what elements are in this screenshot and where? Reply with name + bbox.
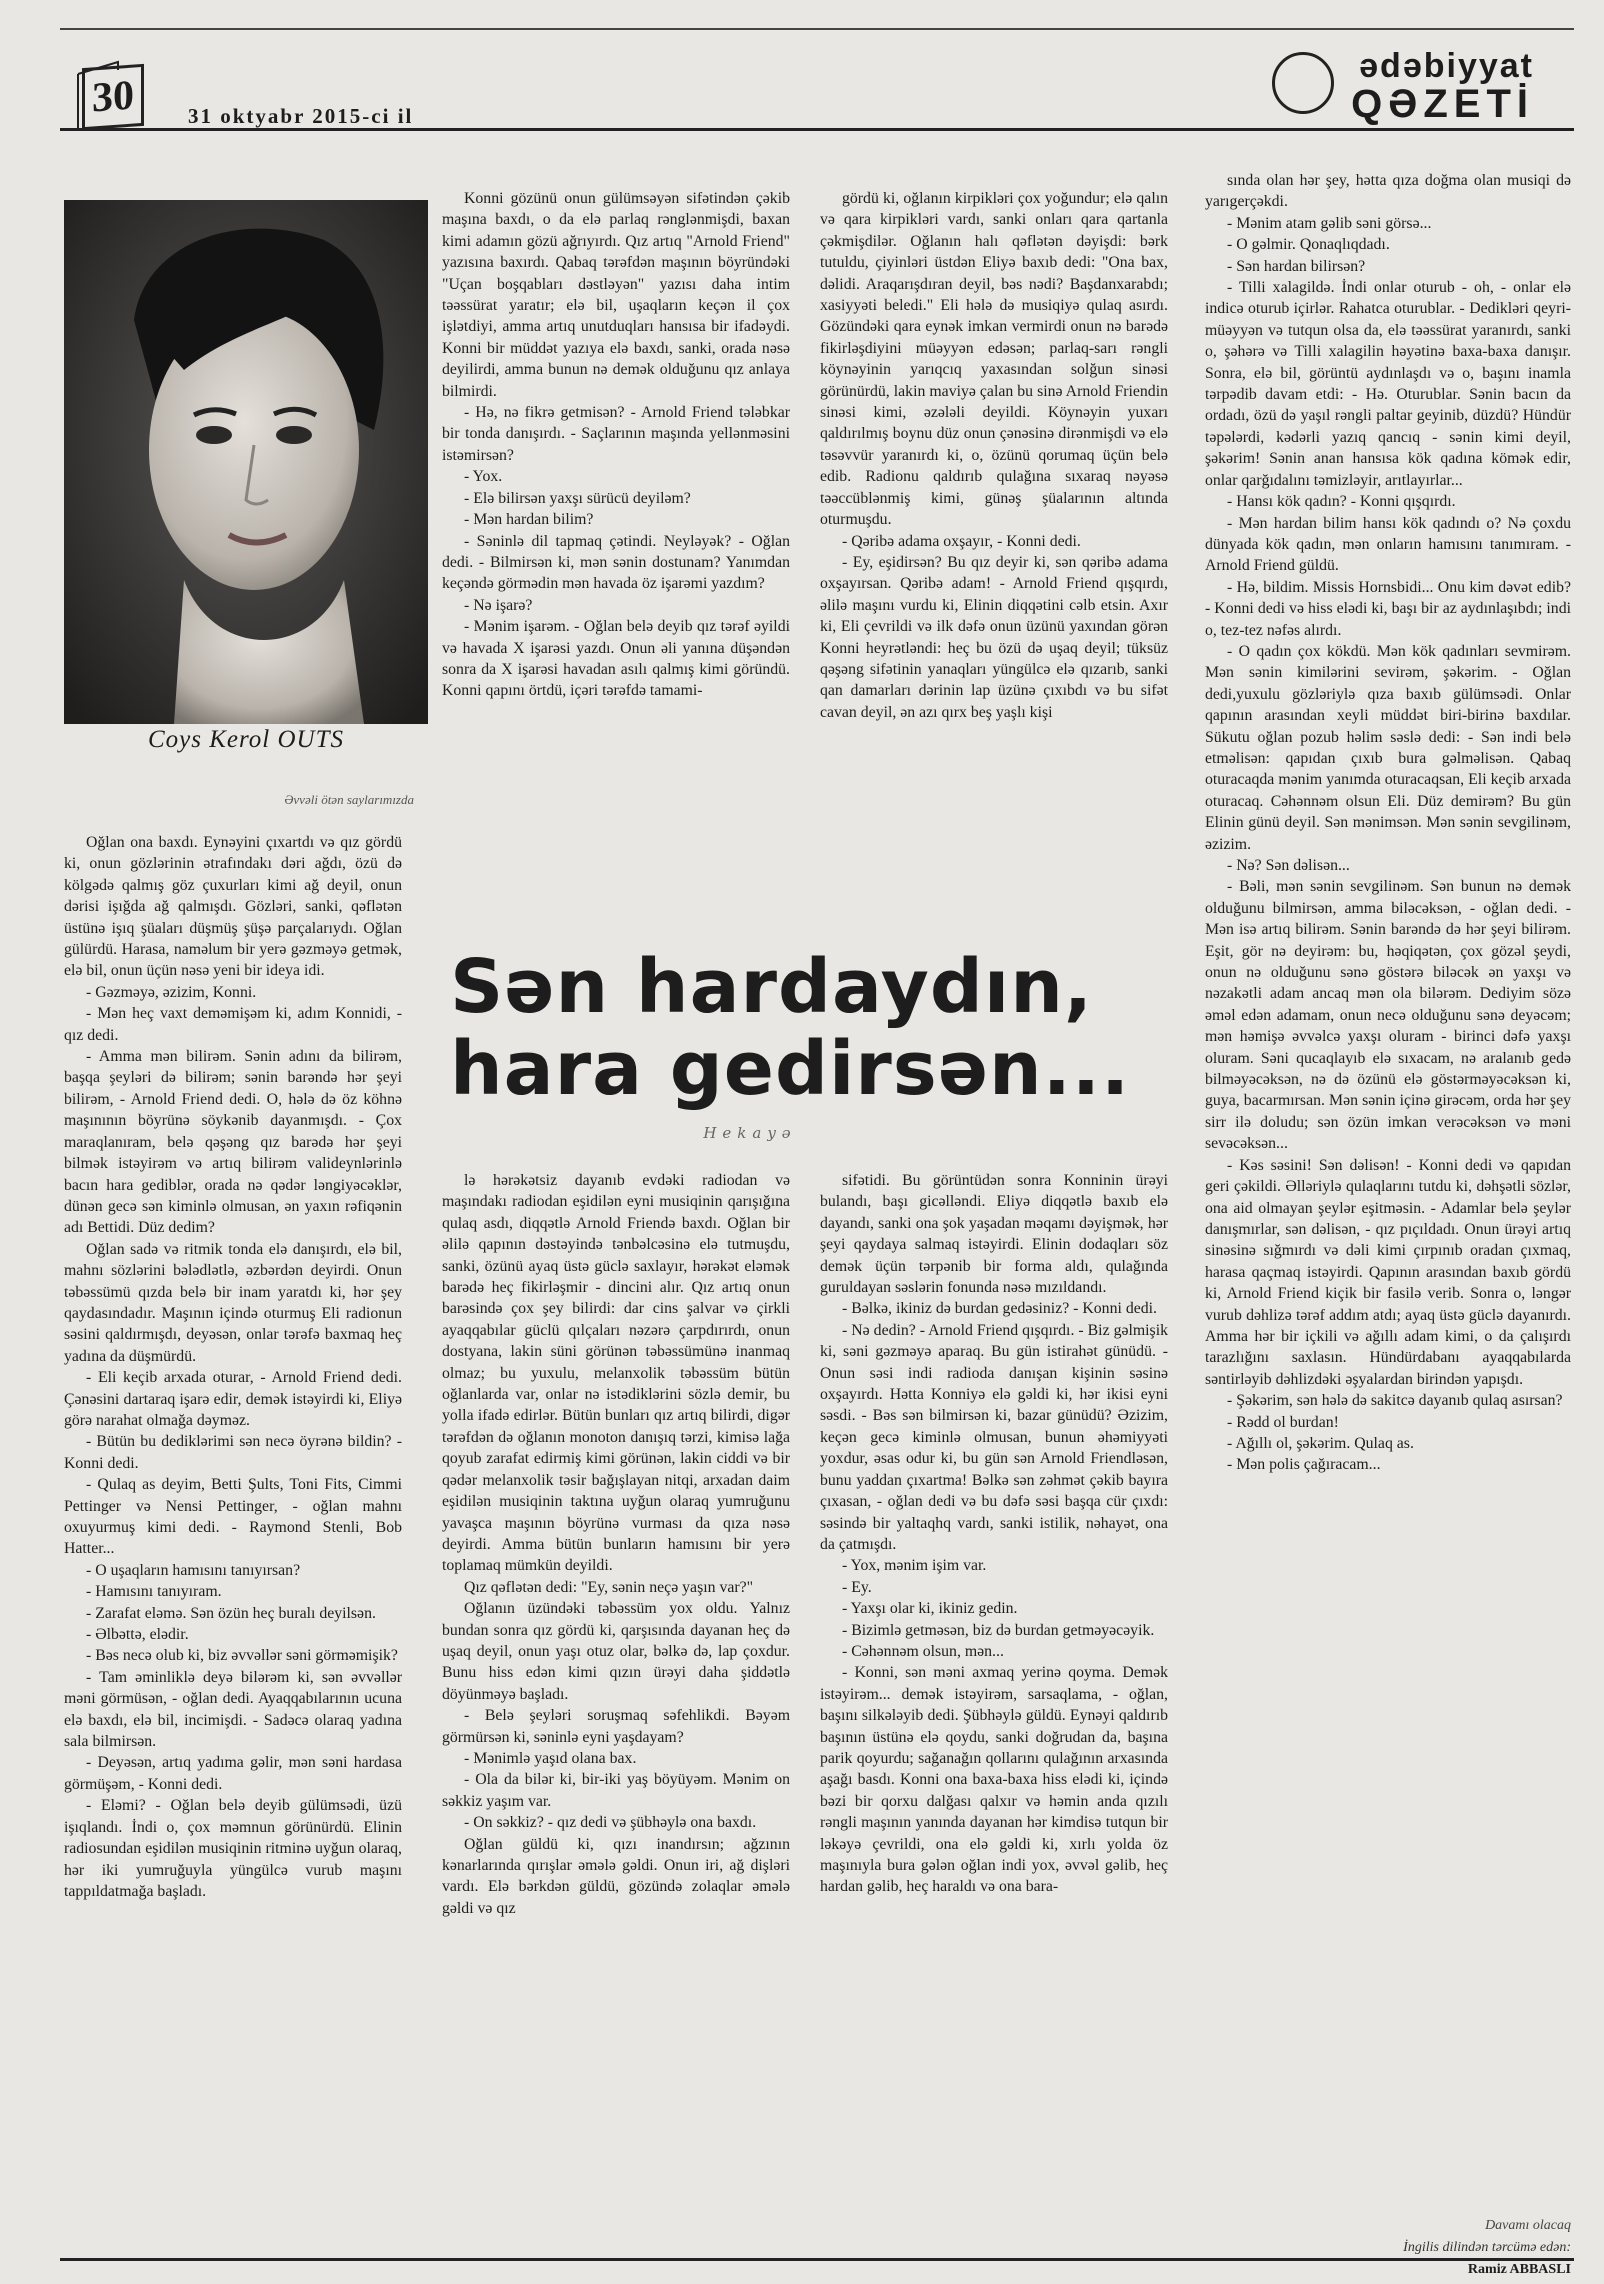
book-icon [60,60,160,132]
text-column-3-top [820,188,1168,932]
paragraph: - Bəli, mən sənin sevgilinəm. Sən bunun nə demək olduğunu bilmirsən, amma biləcəksən, - oğlan dedi. - Mən isə artıq bilirəm. Sənin barəndə də hər şeyi bilirəm. Eşit, gör nə deyirəm: bu, həqiqətən, çox gözəl şeydi, onun nə olduğunu sənə göstərə biləcək ən yaxşı və nəzakətli adam ancaq mən ola bilərəm. Dediyim sözə əməl edən adamam, onun necə olduğunu sənə deyəcəm; mən həmişə əvvəlcə yaxşı oluram - birinci dəfə yaxşı oluram. Səni qucaqlayıb elə sıxacam, nə aralanıb gedə bilməyəcəksən, nə də özünü elə göstərməyəcəksən ki, guya, bacarmırsan. Mən sənin içinə girəcəm, orda hər şey sirr ilə doludu; sən özün imkan verəcəksən və məni sevəcəksən... [1205,878,1571,1153]
paragraph: - Mənimlə yaşıd olana bax. [464,1749,637,1767]
text-column-1 [64,832,402,2232]
paragraph: - Yox, mənim işim var. [842,1557,987,1575]
paragraph: - Yaxşı olar ki, ikiniz gedin. [842,1600,1018,1618]
paragraph: - Qəribə adama oxşayır, - Konni dedi. [842,532,1081,550]
paragraph: - Qulaq as deyim, Betti Şults, Toni Fits, Cimmi Pettinger və Nensi Pettinger, - oğlan mahnı oxuyurmuş kimi dedi. - Raymond Stenli, Bob Hatter... [64,1476,402,1558]
logo-bottom: QƏZETİ [1351,82,1534,126]
paragraph: Oğlan sadə və ritmik tonda elə danışırdı, elə bil, mahnı sözlərini bələdlətlə, əzbərdən deyirdi. Onun təbəssümü qızda belə bir inam yaratdı ki, hər şey qaydasındadır. Maşının içində oturmuş Eli radionun səsini qaldırmışdı, deyəsən, onlar tərəfə baxmaq heç yadına da düşmürdü. [64,1240,402,1365]
paragraph: - Bəlkə, ikiniz də burdan gedəsiniz? - Konni dedi. [842,1300,1157,1318]
paragraph: - Nə dedin? - Arnold Friend qışqırdı. - Biz gəlmişik ki, səni gəzməyə aparaq. Bu gün istirahət günüdü. - Onun səsi indi radioda danışan kişinin səsinə oxşayırdı. Hətta Konniyə elə gəldi ki, hər ikisi eyni səsdi. - Bəs sən bilmirsən ki, bazar günüdü? Əzizim, keçən gecə kiminlə olmusan, bunun əhəmiyyəti yoxdur, əsas odur ki, bu gün sən Arnold Friendləsən, bunu yaddan çıxartma! Bəlkə sən zəhmət çəkib bayıra çıxasan, - oğlan dedi və bu dəfə səsi başqa cür çıxdı: səsində bir yaltaqhq vardı, sanki istilik, nəhayət, ona da çatmışdı. [820,1321,1168,1553]
paragraph: - Səninlə dil tapmaq çətindi. Neyləyək? - Oğlan dedi. - Bilmirsən ki, mən sənin dostunam? Yanımdan keçəndə görmədin mən havada öz işarəmi yazdım? [442,532,790,593]
paragraph: - Hansı kök qadın? - Konni qışqırdı. [1227,493,1456,511]
paragraph: - Tam əminliklə deyə bilərəm ki, sən əvvəllər məni görmüsən, - oğlan dedi. Ayaqqabılarının ucuna elə baxdı, elə bil, incimişdi. - Sadəcə olaraq yadına sala bilmirsən. [64,1668,402,1751]
paragraph: - Ola da bilər ki, bir-iki yaş böyüyəm. Mənim on səkkiz yaşım var. [442,1771,790,1810]
paragraph: Oğlan güldü ki, qızı inandırsın; ağzının kənarlarında qırışlar əmələ gəldi. Onun iri, ağ dişləri vardı. Elə bərkdən güldü, gözündə zolaqlar əmələ gəldi və qız [442,1835,790,1917]
paragraph: gördü ki, oğlanın kirpikləri çox yoğundur; elə qalın və qara kirpikləri vardı, sanki onları qara qartanla çəkmişdilər. Oğlanın halı qəflətən dəyişdi: bərk tutuldu, çiyinləri üstdən Eliyə baxıb dedi: "Ona bax, dəlidi. Araqarışdıran deyil, bəs nədi? Başdanxarabdı; xasiyyəti beledi." Eli hələ də musiqiyə qulaq asırdı. Gözündəki qara eynək imkan vermirdi onun nə barədə fikirləşdiyini müəyyən edəsən; parlaq-sarı rəngli köynəyinin yarıqcıq yaxasından solğun sinəsi görünürdü, lakin maviyə çalan bu sinə Arnold Friendin sinəsi kimi, əzələli deyildi. Köynəyin yuxarı qaldırılmış boynu düz onun çənəsinə dirənmişdi və elə təsəvvür yaranırdı ki, o, özünü qorumaq üçün belə edib. Radionu qaldırıb qulağına sıxaraq nəyəsə təəccüblənmiş kimi, günəş şüalarının altında oturmuşdu. [820,190,1168,529]
paragraph: Oğlanın üzündəki təbəssüm yox oldu. Yalnız bundan sonra qız gördü ki, qarşısında dayanan heç də uşaq deyil, onun yaşı otuz olar, bəlkə də, lap çoxdur. Bunu hiss edən kimi qızın ürəyi daha şiddətlə döyünməyə başladı. [442,1600,790,1703]
header-rule [60,128,1574,131]
paragraph: - Zarafat eləmə. Sən özün heç buralı deyilsən. [86,1604,376,1622]
paragraph: - Bütün bu dediklərimi sən necə öyrənə bildin? - Konni dedi. [64,1433,402,1472]
paragraph: - Mən heç vaxt deməmişəm ki, adım Konnidi, - qız dedi. [64,1005,402,1044]
author-photo [64,200,428,724]
paragraph: - Şəkərim, sən hələ də sakitcə dayanıb qulaq asırsan? [1227,1392,1563,1410]
text-column-2-top [442,188,790,932]
paragraph: Oğlan ona baxdı. Eynəyini çıxartdı və qız gördü ki, onun gözlərinin ətrafındakı dəri ağdı, özü də kölgədə qalmış göz çuxurları kimi ağ deyil, onun dərisi işığda ağ qalmışdı. Gözləri, sanki, qəflətən üstünə işıq şüaları düşmüş şüşə parçalarıydı. Oğlan gülürdü. Harasa, naməlum bir yerə gəzməyə getmək, elə bil, onun üçün nəsə yeni bir ideya idi. [64,834,402,980]
paragraph: - Bəs necə olub ki, biz əvvəllər səni görməmişik? [86,1647,398,1665]
paragraph: - Tilli xalagildə. İndi onlar oturub - oh, - onlar elə indicə oturub içirlər. Rahatca oturublar. - Dedikləri qeyri-müəyyən və tutqun olsa da, elə təəssürat yaranırdı, sanki o, şəhərə və Tilli xalagilin həyətinə baxa-baxa danışır. Sonra, elə bil, görüntü aydınlaşdı və o, başını inamla tərpədib davam etdi: - Hə. Oturublar. Sənin bacın da ordadı, özü də yaşıl rəngli paltar geyinib, düzdü? Hündür təpələrdi, kədərli yazıq qancıq - sənin kimi deyil, şəkərim! Sənin anan hansısa kök qadına kömək edir, onlar qarğıdalını təmizləyir, arıtlayırlar... [1205,279,1571,489]
paragraph: - Mən hardan bilim? [464,511,594,529]
top-rule [60,28,1574,30]
paragraph: - On səkkiz? - qız dedi və şübhəylə ona baxdı. [464,1814,757,1832]
paragraph: - Elə bilirsən yaxşı sürücü deyiləm? [464,489,691,507]
portrait-image [64,200,428,724]
paragraph: - Mən hardan bilim hansı kök qadındı o? Nə çoxdu dünyada kök qadın, mən onların hamısını tanımıram. - Arnold Friend güldü. [1205,514,1571,575]
story-title-line-1: Sən hardaydın, [450,944,1094,1030]
paragraph: - Əlbəttə, elədir. [86,1626,189,1644]
genre-label: Hekayə [703,1124,797,1142]
text-column-3-bottom [820,1170,1168,2256]
paragraph: - Nə işarə? [464,596,533,614]
paragraph: sında olan hər şey, hətta qıza doğma olan musiqi də yarıgerçəkdi. [1205,172,1571,211]
paragraph: - Ağıllı ol, şəkərim. Qulaq as. [1227,1434,1414,1452]
translator-label: İngilis dilindən tərcümə edən: [1403,2240,1571,2255]
paragraph: - Hamısını tanıyıram. [86,1583,222,1601]
issue-date: 31 oktyabr 2015-ci il [188,104,414,128]
paragraph: - Mənim atam gəlib səni görsə... [1227,214,1432,232]
paragraph: - Amma mən bilirəm. Sənin adını da bilirəm, başqa şeyləri də bilirəm; sənin barəndə hər şeyi bilirəm, - Arnold Friend dedi. O, hələ də öz köhnə maşınının böyrünə söykənib dayanmışdı. - Çox maraqlanıram, belə qəşəng qız barədə hər şeyi bilmək istəyirəm və artıq bilirəm valideynlərinlə bacın hara gediblər, orada nə qədər ləngiyəcəklər, dünən gecə sən kiminlə olmusan, ən yaxın rəfiqənin adı Bettidi. Düz dedim? [64,1048,402,1237]
paragraph: - Gəzməyə, əzizim, Konni. [86,983,257,1001]
text-column-4 [1205,170,1571,2230]
paragraph: - Konni, sən məni axmaq yerinə qoyma. Demək istəyirəm... demək istəyirəm, sarsaqlama, - oğlan, başını silkələyib dedi. Şübhəylə güldü. Eynəyi qaldırıb başının üstünə elə qoydu, sanki doğrudan da, başına parik qoyurdu; sağanağın qollarını qulağının arxasında aşağı basdı. Konni ona baxa-baxa hiss elədi ki, içində bəzi bir qorxu dalğası qalxır və həmin anda qızılı rəngli maşının yanında dayanan hər kimdisə tutqun bir ləkəyə çevrildi, ona elə gəldi ki, xırlı yolda öz maşınıyla bura gələn oğlan indi yox, əvvəl gəlib, heç hardan gəlib, heç haraldı və ona bara- [820,1664,1168,1896]
logo-top: ədəbiyyat [1359,47,1534,85]
paragraph: - Belə şeyləri soruşmaq səfehlikdi. Bəyəm görmürsən ki, səninlə eyni yaşdayam? [442,1707,790,1746]
paragraph: - Kəs səsini! Sən dəlisən! - Konni dedi və qapıdan geri çəkildi. Əlləriylə qulaqlarını tutdu ki, dəhşətli sözlər, ona aid olmayan şeylər eşitməsin. - Adamlar belə şeylər danışmırlar, sən dəlisən, - qız pıçıldadı. Onun ürəyi artıq sinəsinə sığmırdı və dəli kimi çırpınıb oradan çıxmaq, harasa qaçmaq istəyirdi. Qapının arasından baxıb gördü ki, Arnold Friend kiçik bir fasilə verib. Sonra o, ləngər vurub dəhlizə tərəf addım atdı; ayaq üstə güclə dayanırdı. Amma hər bir içkili və ağıllı adam kimi, o da çalışırdı tarazlığını saxlasın. Hündürdabanı ayaqqabılarda səntirləyib dəhlizdəki əşyalardan birindən yapışdı. [1205,1156,1571,1388]
paragraph: - Ey. [842,1578,872,1596]
paragraph: - Rədd ol burdan! [1227,1413,1339,1431]
paragraph: - Nə? Sən dəlisən... [1227,857,1350,874]
paragraph: - Mən polis çağıracam... [1227,1456,1381,1474]
paragraph: - Mənim işarəm. - Oğlan belə deyib qız tərəf əyildi və havada X işarəsi yazdı. Onun əli yanına düşəndən sonra da X işarəsi havadan asılı qalmış kimi göründü. Konni qapını örtdü, içəri tərəfdə tamami- [442,618,790,700]
logo-seal [1272,52,1334,114]
text-column-2-bottom [442,1170,790,2256]
paragraph: Qız qəflətən dedi: "Ey, sənin neçə yaşın var?" [464,1578,754,1596]
paragraph: - Eli keçib arxada oturar, - Arnold Friend dedi. Çənəsini dartaraq işarə edir, demək istəyirdi ki, Eliyə görə narahat olmağa dəyməz. [64,1369,402,1429]
story-title-line-2: hara gedirsən... [450,1026,1131,1112]
paragraph: Konni gözünü onun gülümsəyən sifətindən çəkib maşına baxdı, o da elə parlaq rənglənmişdi, baxan kimi adamın gözü ağrıyırdı. Qız artıq "Arnold Friend" yazısına baxırdı. Qabaq tərəfdən maşının böyründəki "Uçan boşqabları dəstləyən" yazısı daha intim təəssürat yaratır; elə bil, uşaqların keçən il çox işlətdiyi, amma artıq unutduqları hansısa bir ifadəydi. Konni bir müddət yazıya elə baxdı, sanki, orada nəsə deyilirdi, amma bunun nə demək olduğunu qız anlaya bilmirdi. [442,190,790,400]
story-title [450,946,1170,1110]
paragraph: - O uşaqların hamısını tanıyırsan? [86,1561,301,1579]
author-name: Coys Kerol OUTS [147,726,345,753]
paragraph: - O gəlmir. Qonaqlıqdadı. [1227,236,1390,254]
page-number: 30 [82,64,144,130]
previous-issue-note: Əvvəli ötən saylarımızda [284,792,414,807]
paragraph: - Bizimlə getməsən, biz də burdan getməyəcəyik. [842,1621,1155,1639]
paragraph: - Hə, bildim. Missis Hornsbidi... Onu kim dəvət edib? - Konni dedi və hiss elədi ki, başı bir az aydınlaşıbdı; indi o, tez-tez nəfəs alırdı. [1205,578,1571,639]
paragraph: - O qadın çox kökdü. Mən kök qadınları sevmirəm. Mən sənin kimilərini sevirəm, şəkərim. - Oğlan dedi,yuxulu gözləriylə qıza baxıb gülümsədi. Onlar qapının arasından xeyli müddət biri-birinə baxdılar. Sükutu oğlan pozub həlim səslə dedi: - Sən indi belə etməlisən: qapıdan çıxıb bura gəlməlisən. Qabaq oturacaqda mənim yanımda oturacaqsan, Eli keçib arxada oturacaq. Cəhənnəm olsun Eli. Düz demirəm? Bu gün Elinin günü deyil. Sən mənimsən. Mən sənin sevgilinəm, əzizim. [1205,642,1571,853]
paragraph: - Eləmi? - Oğlan belə deyib gülümsədi, üzü işıqlandı. İndi o, çox məmnun görünürdü. Elinin radiosundan eşidilən musiqinin ritminə uyğun olaraq, hər iki yumruğuyla yüngülcə vurub maşını tappıldatmağa başladı. [64,1797,402,1900]
paragraph: - Hə, nə fikrə getmisən? - Arnold Friend tələbkar bir tonda danışırdı. - Saçlarının maşında yellənməsini istəmirsən? [442,404,790,464]
paragraph: - Yox. [464,468,503,486]
paragraph: - Sən hardan bilirsən? [1227,257,1366,275]
bottom-rule [60,2258,1574,2261]
paragraph: sifətidi. Bu görüntüdən sonra Konninin ürəyi bulandı, başı gicəlləndi. Eliyə diqqətlə baxıb elə dayandı, sanki ona şok yaşadan məqamı dəyişmək, hər şeyi qaydaya salmaq istəyirdi. Elinin dodaqları söz demək üçün tərpənib bir forma aldı, qulağında guruldayan səslərin fonunda nəsə mızıldandı. [820,1172,1168,1297]
paragraph: - Cəhənnəm olsun, mən... [842,1642,1004,1660]
translator-name: Ramiz ABBASLI [1467,2262,1571,2277]
paragraph: - Ey, eşidirsən? Bu qız deyir ki, sən qəribə adama oxşayırsan. Qəribə adam! - Arnold Friend qışqırdı, əlilə maşını vurdu ki, Elinin diqqətini cəlb etsin. Axır ki, Eli çevrildi və ilk dəfə onun üzünü yaxından görən Konni heyrətləndi: heç bu özü də uşaq deyil; tüksüz qəşəng sifətinin yanaqları yüngülcə elə qızarıb, sanki qan damarları dərinin lap üzünə çıxıbdı və bu sifət cavan deyil, ən azı qırx beş yaşlı kişi [820,553,1168,721]
paragraph: - Deyəsən, artıq yadıma gəlir, mən səni hardasa görmüşəm, - Konni dedi. [64,1754,402,1793]
page-header [60,47,1574,130]
paragraph: lə hərəkətsiz dayanıb evdəki radiodan və maşındakı radiodan eşidilən eyni musiqinin qarışığına qulaq asdı, diqqətlə Arnold Friendə baxdı. Oğlan bir əlilə qapının dəstəyində tənbəlcəsinə elə tutmuşdu, sanki, özünü ayaq üstə güclə saxlayır, hərəkət eləmək barədə heç fikirləşmir - dincini alır. Qız artıq onun barəsində çox şey bilirdi: dar cins şalvar və çirkli ayaqqabılar güclü qılçaları nəzərə çarpdırırdı, onun dostyana, lakin süni görünən təbəssümünə inanmaq olmaz; bu yuxulu, melanxolik təbəssüm bütün oğlanlarda var, onlar nə istədiklərini sözlə demir, bu yolla ifadə edirlər. Bütün bunları qız artıq bilirdi, digər tərəfdən də oğlanın monoton danışıq tərzi, kimisə lağa qoyub zarafat edirmiş kimi görünən, lakin ciddi və bir qədər melanxolik təsir bağışlayan nitqi, arxadan daim eşidilən musiqinin taktına uyğun olaraq yumruğunu yavaşca maşının böyrünə vurması da qıza nəsə deyirdi. Amma bütün bunların hamısını bir yerə toplamaq mümkün deyildi. [442,1172,790,1575]
continued-note: Davamı olacaq [1485,2218,1571,2233]
newspaper-logo [1234,48,1534,128]
